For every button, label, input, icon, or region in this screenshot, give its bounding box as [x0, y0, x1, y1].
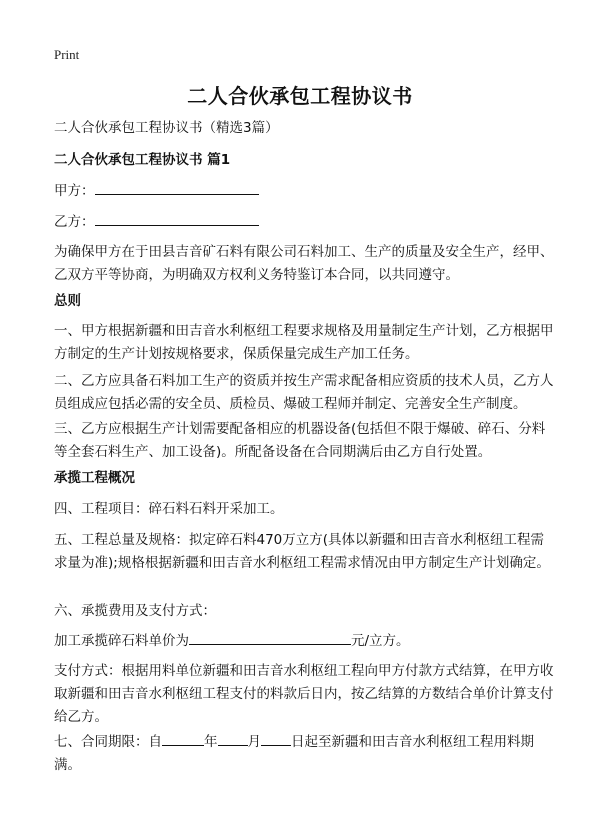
price-field[interactable]: [189, 630, 351, 645]
price-line: [54, 630, 554, 653]
section-title: 二人合伙承包工程协议书 篇1: [54, 152, 231, 168]
intro-paragraph: 为确保甲方在于田县吉音矿石料有限公司石料加工、生产的质量及安全生产，经甲、乙双方平等协商，为明确双方权利义务特鉴订本合同，以共同遵守。: [54, 244, 554, 283]
general-item-1: 一、甲方根据新疆和田吉音水利枢纽工程要求规格及用量制定生产计划，乙方根据甲方制定的生产计划按规格要求，保质保量完成生产加工任务。: [54, 323, 554, 362]
party-b-label: 乙方：: [54, 214, 95, 230]
term-prefix: 七、合同期限：自: [54, 734, 162, 750]
document-subtitle: 二人合伙承包工程协议书（精选3篇）: [54, 120, 279, 136]
payment-paragraph: 支付方式：根据用料单位新疆和田吉音水利枢纽工程向甲方付款方式结算，在甲方收取新疆和田吉音水利枢纽工程支付的料款后日内，按乙结算的方数结合单价计算支付给乙方。: [54, 663, 554, 725]
term-year-field[interactable]: [162, 731, 204, 746]
party-b-line: [54, 211, 554, 234]
price-suffix: 元/立方。: [351, 633, 410, 649]
term-year-label: 年: [204, 734, 218, 750]
overview-heading: 承揽工程概况: [54, 470, 135, 486]
term-month-field[interactable]: [218, 731, 248, 746]
overview-item-6: 六、承揽费用及支付方式：: [54, 603, 216, 619]
term-day-field[interactable]: [261, 731, 291, 746]
term-paragraph: [54, 731, 554, 777]
term-month-label: 月: [247, 734, 261, 750]
price-prefix: 加工承揽碎石料单价为: [54, 633, 189, 649]
general-item-2: 二、乙方应具备石料加工生产的资质并按生产需求配备相应资质的技术人员，乙方人员组成应包括必需的安全员、质检员、爆破工程师并制定、完善安全生产制度。: [54, 373, 554, 412]
overview-item-4: 四、工程项目：碎石料石料开采加工。: [54, 501, 284, 517]
overview-item-5: 五、工程总量及规格：拟定碎石料470万立方(具体以新疆和田吉音水利枢纽工程需求量为准);规格根据新疆和田吉音水利枢纽工程需求情况由甲方制定生产计划确定。: [54, 532, 550, 571]
party-a-label: 甲方：: [54, 183, 95, 199]
general-item-3: 三、乙方应根据生产计划需要配备相应的机器设备(包括但不限于爆破、碎石、分料等全套石料生产、加工设备)。所配备设备在合同期满后由乙方自行处置。: [54, 421, 546, 460]
general-heading: 总则: [54, 293, 81, 309]
party-a-field[interactable]: [95, 180, 259, 195]
term-suffix: 日起至新疆和田吉音水利枢纽工程用料期满。: [54, 734, 534, 773]
document-title: 二人合伙承包工程协议书: [187, 84, 413, 108]
party-a-line: [54, 180, 554, 203]
print-link[interactable]: Print: [54, 47, 80, 62]
party-b-field[interactable]: [95, 211, 259, 226]
